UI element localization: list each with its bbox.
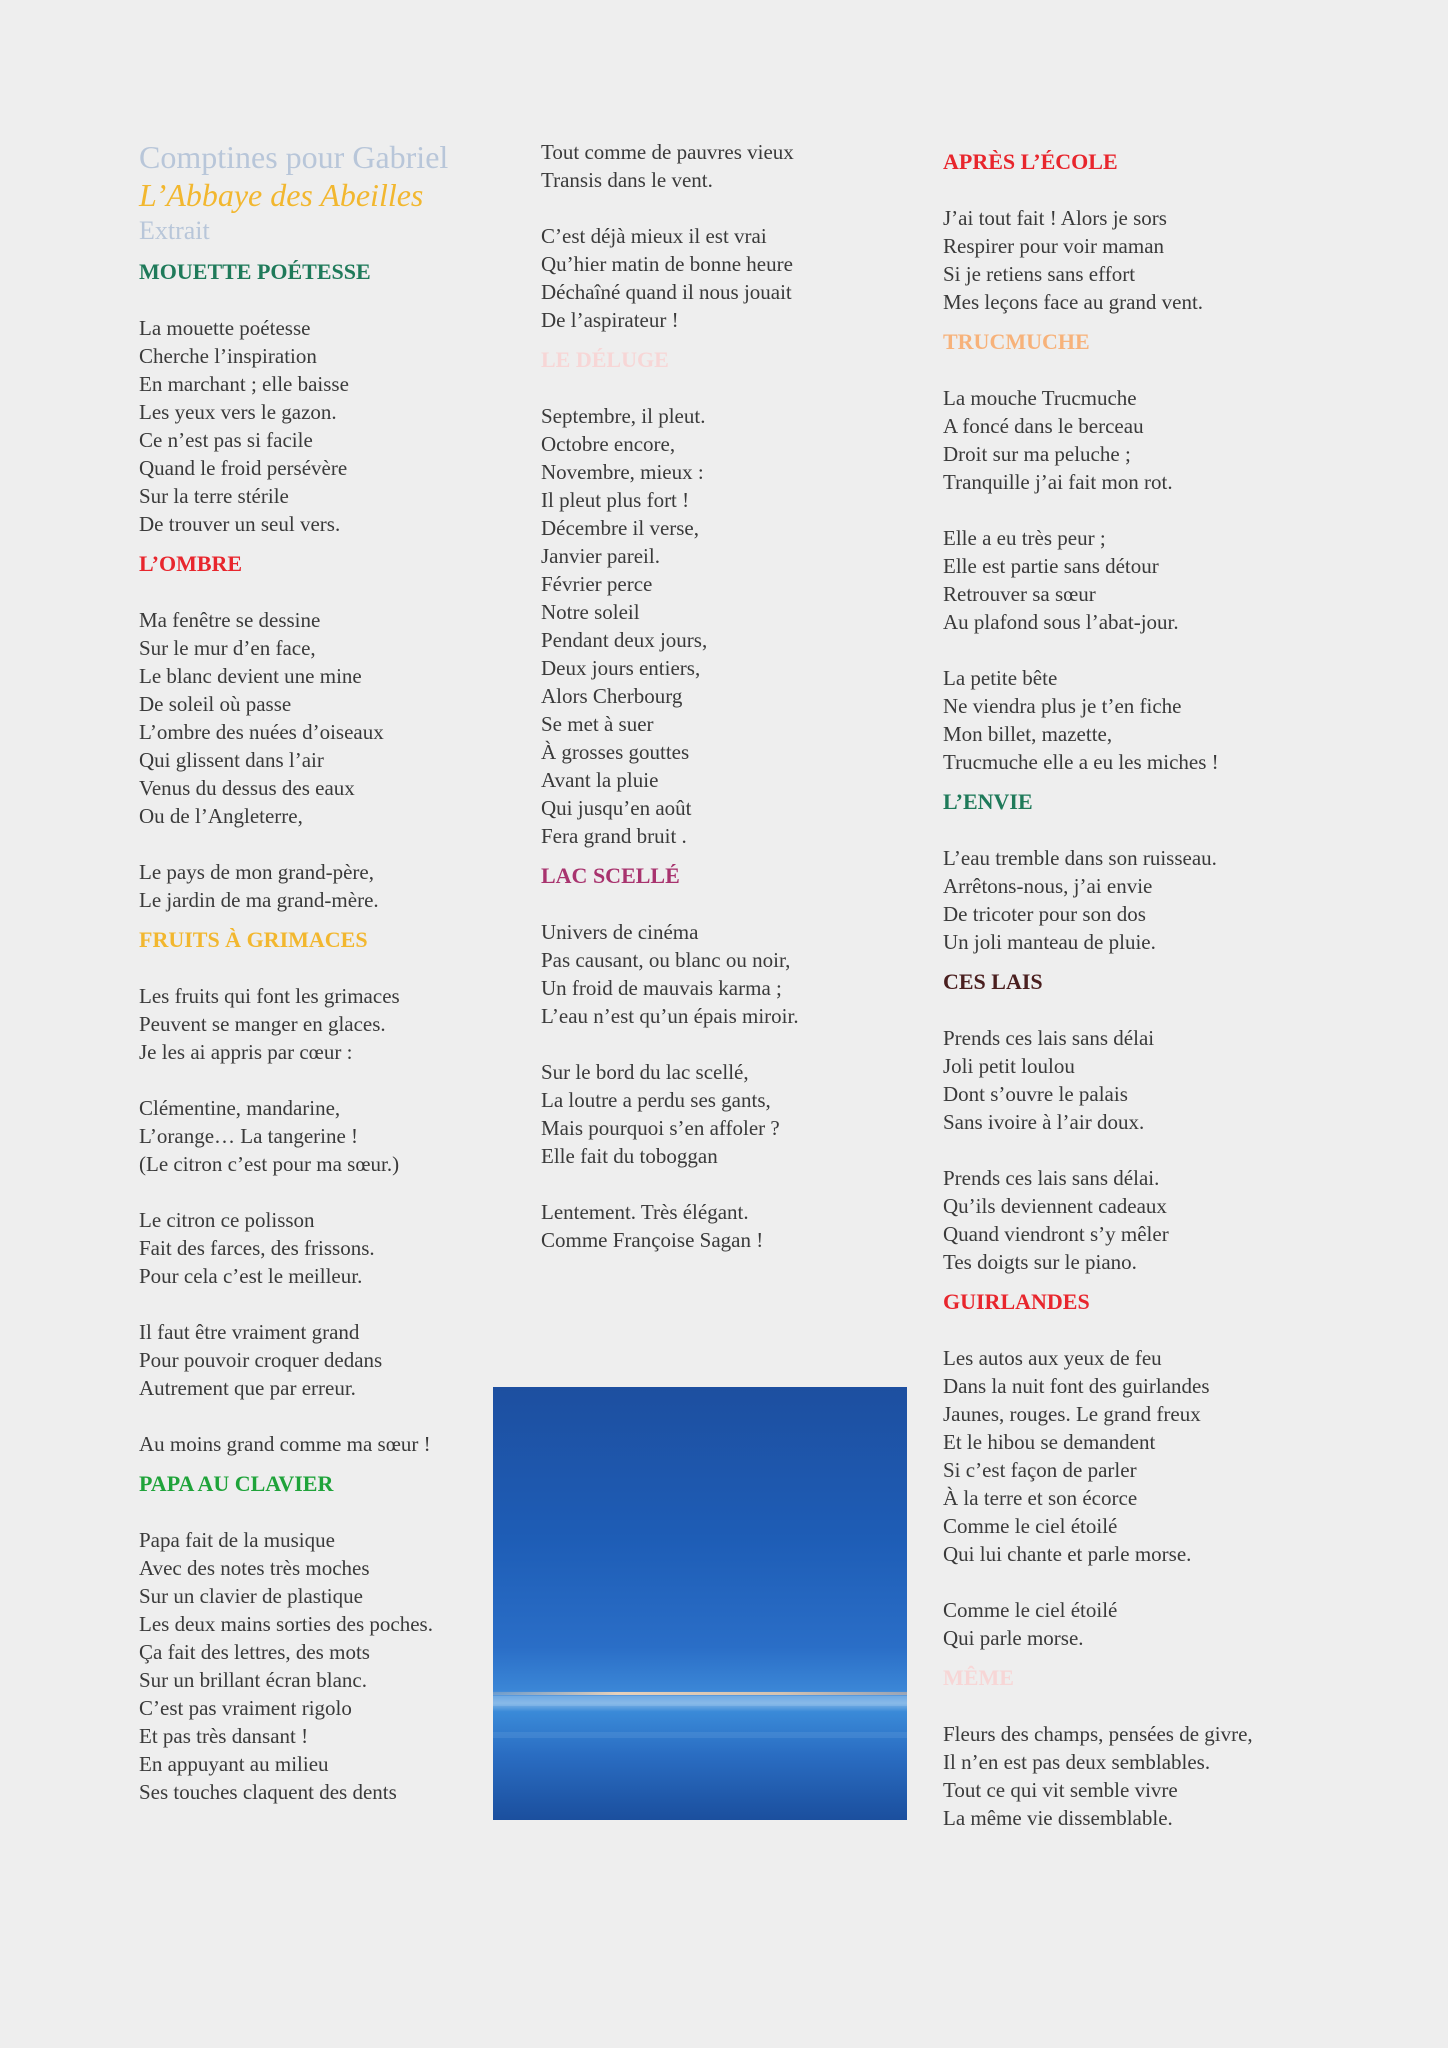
verse-line: Fait des farces, des frissons.	[139, 1236, 375, 1260]
verse-line: Ses touches claquent des dents	[139, 1780, 397, 1804]
verse-line: Novembre, mieux :	[541, 460, 704, 484]
verse-line: En appuyant au milieu	[139, 1752, 329, 1776]
verse-line: Ou de l’Angleterre,	[139, 804, 303, 828]
verse-line: La loutre a perdu ses gants,	[541, 1088, 771, 1112]
verse-line: Pour pouvoir croquer dedans	[139, 1348, 383, 1372]
verse-line: Qu’hier matin de bonne heure	[541, 252, 793, 276]
stanza	[943, 1720, 1323, 1832]
verse-line: J’ai tout fait ! Alors je sors	[943, 206, 1167, 230]
poem	[943, 788, 1323, 956]
stanza	[943, 1596, 1323, 1652]
verse-line: Les yeux vers le gazon.	[139, 400, 337, 424]
verse-line: Les deux mains sorties des poches.	[139, 1612, 433, 1636]
verse-line: Elle fait du toboggan	[541, 1144, 718, 1168]
stanza	[541, 222, 886, 334]
verse-line: Comme le ciel étoilé	[943, 1514, 1118, 1538]
verse-line: Ça fait des lettres, des mots	[139, 1640, 370, 1664]
verse-line: Mes leçons face au grand vent.	[943, 290, 1204, 314]
verse-line: Tes doigts sur le piano.	[943, 1250, 1137, 1274]
verse-line: Quand viendront s’y mêler	[943, 1222, 1169, 1246]
poem-title: GUIRLANDES	[943, 1289, 1090, 1314]
verse-line: Le citron ce polisson	[139, 1208, 315, 1232]
verse-line: Fleurs des champs, pensées de givre,	[943, 1722, 1253, 1746]
verse-line: (Le citron c’est pour ma sœur.)	[139, 1152, 400, 1176]
poem-title: FRUITS À GRIMACES	[139, 927, 368, 952]
verse-line: Droit sur ma peluche ;	[943, 442, 1131, 466]
verse-line: Octobre encore,	[541, 432, 676, 456]
stanza	[139, 982, 479, 1066]
poem	[139, 258, 479, 538]
poem	[943, 1288, 1323, 1652]
verse-line: Au plafond sous l’abat-jour.	[943, 610, 1179, 634]
verse-line: Peuvent se manger en glaces.	[139, 1012, 386, 1036]
stanza	[943, 204, 1323, 316]
stanza	[139, 314, 479, 538]
column-1	[139, 138, 479, 1818]
verse-line: A foncé dans le berceau	[943, 414, 1144, 438]
verse-line: Il n’en est pas deux semblables.	[943, 1750, 1211, 1774]
verse-line: Deux jours entiers,	[541, 656, 701, 680]
poem-title: LAC SCELLÉ	[541, 863, 680, 888]
document-extrait-label: Extrait	[139, 216, 210, 245]
verse-line: Déchaîné quand il nous jouait	[541, 280, 792, 304]
verse-line: Si c’est façon de parler	[943, 1458, 1137, 1482]
verse-line: Sur un brillant écran blanc.	[139, 1668, 368, 1692]
verse-line: Ma fenêtre se dessine	[139, 608, 321, 632]
stanza	[139, 1430, 479, 1458]
verse-line: De tricoter pour son dos	[943, 902, 1146, 926]
verse-line: Pour cela c’est le meilleur.	[139, 1264, 363, 1288]
verse-line: Mon billet, mazette,	[943, 722, 1113, 746]
verse-line: La petite bête	[943, 666, 1058, 690]
verse-line: Respirer pour voir maman	[943, 234, 1165, 258]
stanza	[139, 858, 479, 914]
verse-line: Le blanc devient une mine	[139, 664, 362, 688]
verse-line: Notre soleil	[541, 600, 640, 624]
verse-line: Le pays de mon grand-père,	[139, 860, 374, 884]
stanza	[943, 664, 1323, 776]
verse-line: Venus du dessus des eaux	[139, 776, 355, 800]
verse-line: Joli petit loulou	[943, 1054, 1075, 1078]
stanza	[943, 384, 1323, 496]
verse-line: Février perce	[541, 572, 653, 596]
verse-line: Lentement. Très élégant.	[541, 1200, 749, 1224]
verse-line: Avant la pluie	[541, 768, 659, 792]
stanza	[139, 1094, 479, 1178]
poem-title: L’OMBRE	[139, 551, 243, 576]
poem	[943, 1664, 1323, 1832]
verse-line: Comme Françoise Sagan !	[541, 1228, 764, 1252]
verse-line: Univers de cinéma	[541, 920, 699, 944]
verse-line: Je les ai appris par cœur :	[139, 1040, 353, 1064]
verse-line: Qui lui chante et parle morse.	[943, 1542, 1192, 1566]
verse-line: Qu’ils deviennent cadeaux	[943, 1194, 1167, 1218]
verse-line: Le jardin de ma grand-mère.	[139, 888, 379, 912]
verse-line: Il pleut plus fort !	[541, 488, 690, 512]
verse-line: C’est déjà mieux il est vrai	[541, 224, 767, 248]
verse-line: C’est pas vraiment rigolo	[139, 1696, 352, 1720]
verse-line: Pendant deux jours,	[541, 628, 708, 652]
verse-line: Dont s’ouvre le palais	[943, 1082, 1128, 1106]
stanza	[139, 1206, 479, 1290]
stanza	[139, 606, 479, 830]
verse-line: Fera grand bruit .	[541, 824, 687, 848]
stanza	[541, 402, 886, 850]
verse-line: Autrement que par erreur.	[139, 1376, 356, 1400]
verse-line: Arrêtons-nous, j’ai envie	[943, 874, 1153, 898]
verse-line: Et pas très dansant !	[139, 1724, 309, 1748]
verse-line: La mouche Trucmuche	[943, 386, 1137, 410]
verse-line: Sur le bord du lac scellé,	[541, 1060, 749, 1084]
stanza	[541, 138, 886, 194]
poem	[541, 138, 886, 334]
verse-line: Si je retiens sans effort	[943, 262, 1136, 286]
stanza	[139, 1526, 479, 1806]
verse-line: Janvier pareil.	[541, 544, 660, 568]
verse-line: De soleil où passe	[139, 692, 292, 716]
verse-line: Et le hibou se demandent	[943, 1430, 1156, 1454]
poem	[139, 550, 479, 914]
verse-line: L’orange… La tangerine !	[139, 1124, 359, 1148]
verse-line: De trouver un seul vers.	[139, 512, 341, 536]
verse-line: Mais pourquoi s’en affoler ?	[541, 1116, 780, 1140]
verse-line: Trucmuche elle a eu les miches !	[943, 750, 1219, 774]
column-2	[541, 138, 886, 1266]
verse-line: De l’aspirateur !	[541, 308, 679, 332]
verse-line: Tranquille j’ai fait mon rot.	[943, 470, 1173, 494]
sea-photograph	[493, 1387, 907, 1820]
document-title: Comptines pour Gabriel	[139, 139, 449, 175]
verse-line: La même vie dissemblable.	[943, 1806, 1173, 1830]
verse-line: Sur le mur d’en face,	[139, 636, 316, 660]
poem-title: TRUCMUCHE	[943, 329, 1090, 354]
stanza	[943, 1344, 1323, 1568]
verse-line: Papa fait de la musique	[139, 1528, 335, 1552]
column-3	[943, 138, 1323, 1844]
verse-line: Les autos aux yeux de feu	[943, 1346, 1162, 1370]
verse-line: Pas causant, ou blanc ou noir,	[541, 948, 791, 972]
verse-line: Clémentine, mandarine,	[139, 1096, 341, 1120]
verse-line: Prends ces lais sans délai.	[943, 1166, 1160, 1190]
verse-line: Comme le ciel étoilé	[943, 1598, 1118, 1622]
verse-line: Qui glissent dans l’air	[139, 748, 324, 772]
verse-line: La mouette poétesse	[139, 316, 311, 340]
verse-line: L’ombre des nuées d’oiseaux	[139, 720, 384, 744]
verse-line: Cherche l’inspiration	[139, 344, 317, 368]
verse-line: Ne viendra plus je t’en fiche	[943, 694, 1182, 718]
verse-line: Tout ce qui vit semble vivre	[943, 1778, 1178, 1802]
poem	[541, 862, 886, 1254]
poem	[943, 328, 1323, 776]
verse-line: Se met à suer	[541, 712, 654, 736]
poem	[139, 1470, 479, 1806]
verse-line: Sans ivoire à l’air doux.	[943, 1110, 1145, 1134]
document-subtitle: L’Abbaye des Abeilles	[139, 177, 424, 213]
verse-line: Prends ces lais sans délai	[943, 1026, 1155, 1050]
poem-title: APRÈS L’ÉCOLE	[943, 149, 1118, 174]
verse-line: L’eau tremble dans son ruisseau.	[943, 846, 1217, 870]
stanza	[541, 1058, 886, 1170]
verse-line: L’eau n’est qu’un épais miroir.	[541, 1004, 799, 1028]
verse-line: Sur la terre stérile	[139, 484, 289, 508]
stanza	[541, 1198, 886, 1254]
stanza	[139, 1318, 479, 1402]
verse-line: Au moins grand comme ma sœur !	[139, 1432, 431, 1456]
poem-title: MOUETTE POÉTESSE	[139, 259, 371, 284]
stanza	[943, 844, 1323, 956]
verse-line: Un froid de mauvais karma ;	[541, 976, 782, 1000]
sea-horizon-image	[493, 1387, 907, 1820]
verse-line: Il faut être vraiment grand	[139, 1320, 360, 1344]
poem-title: MÊME	[943, 1665, 1014, 1690]
stanza	[943, 524, 1323, 636]
stanza	[541, 918, 886, 1030]
verse-line: À la terre et son écorce	[943, 1486, 1138, 1510]
verse-line: Décembre il verse,	[541, 516, 700, 540]
verse-line: Transis dans le vent.	[541, 168, 713, 192]
poem	[139, 926, 479, 1458]
verse-line: Elle a eu très peur ;	[943, 526, 1106, 550]
verse-line: Alors Cherbourg	[541, 684, 683, 708]
verse-line: Les fruits qui font les grimaces	[139, 984, 400, 1008]
verse-line: Un joli manteau de pluie.	[943, 930, 1156, 954]
verse-line: Avec des notes très moches	[139, 1556, 370, 1580]
poem-title: CES LAIS	[943, 969, 1043, 994]
poem-title: L’ENVIE	[943, 789, 1033, 814]
verse-line: En marchant ; elle baisse	[139, 372, 349, 396]
poem	[541, 346, 886, 850]
verse-line: À grosses gouttes	[541, 740, 690, 764]
poem	[943, 968, 1323, 1276]
verse-line: Elle est partie sans détour	[943, 554, 1159, 578]
poem-title: LE DÉLUGE	[541, 347, 669, 372]
verse-line: Septembre, il pleut.	[541, 404, 706, 428]
poem	[943, 148, 1323, 316]
verse-line: Retrouver sa sœur	[943, 582, 1096, 606]
verse-line: Quand le froid persévère	[139, 456, 348, 480]
verse-line: Dans la nuit font des guirlandes	[943, 1374, 1210, 1398]
poem-title: PAPA AU CLAVIER	[139, 1471, 334, 1496]
verse-line: Qui parle morse.	[943, 1626, 1084, 1650]
verse-line: Jaunes, rouges. Le grand freux	[943, 1402, 1201, 1426]
verse-line: Qui jusqu’en août	[541, 796, 692, 820]
stanza	[943, 1024, 1323, 1136]
verse-line: Tout comme de pauvres vieux	[541, 140, 794, 164]
verse-line: Sur un clavier de plastique	[139, 1584, 363, 1608]
verse-line: Ce n’est pas si facile	[139, 428, 313, 452]
stanza	[943, 1164, 1323, 1276]
